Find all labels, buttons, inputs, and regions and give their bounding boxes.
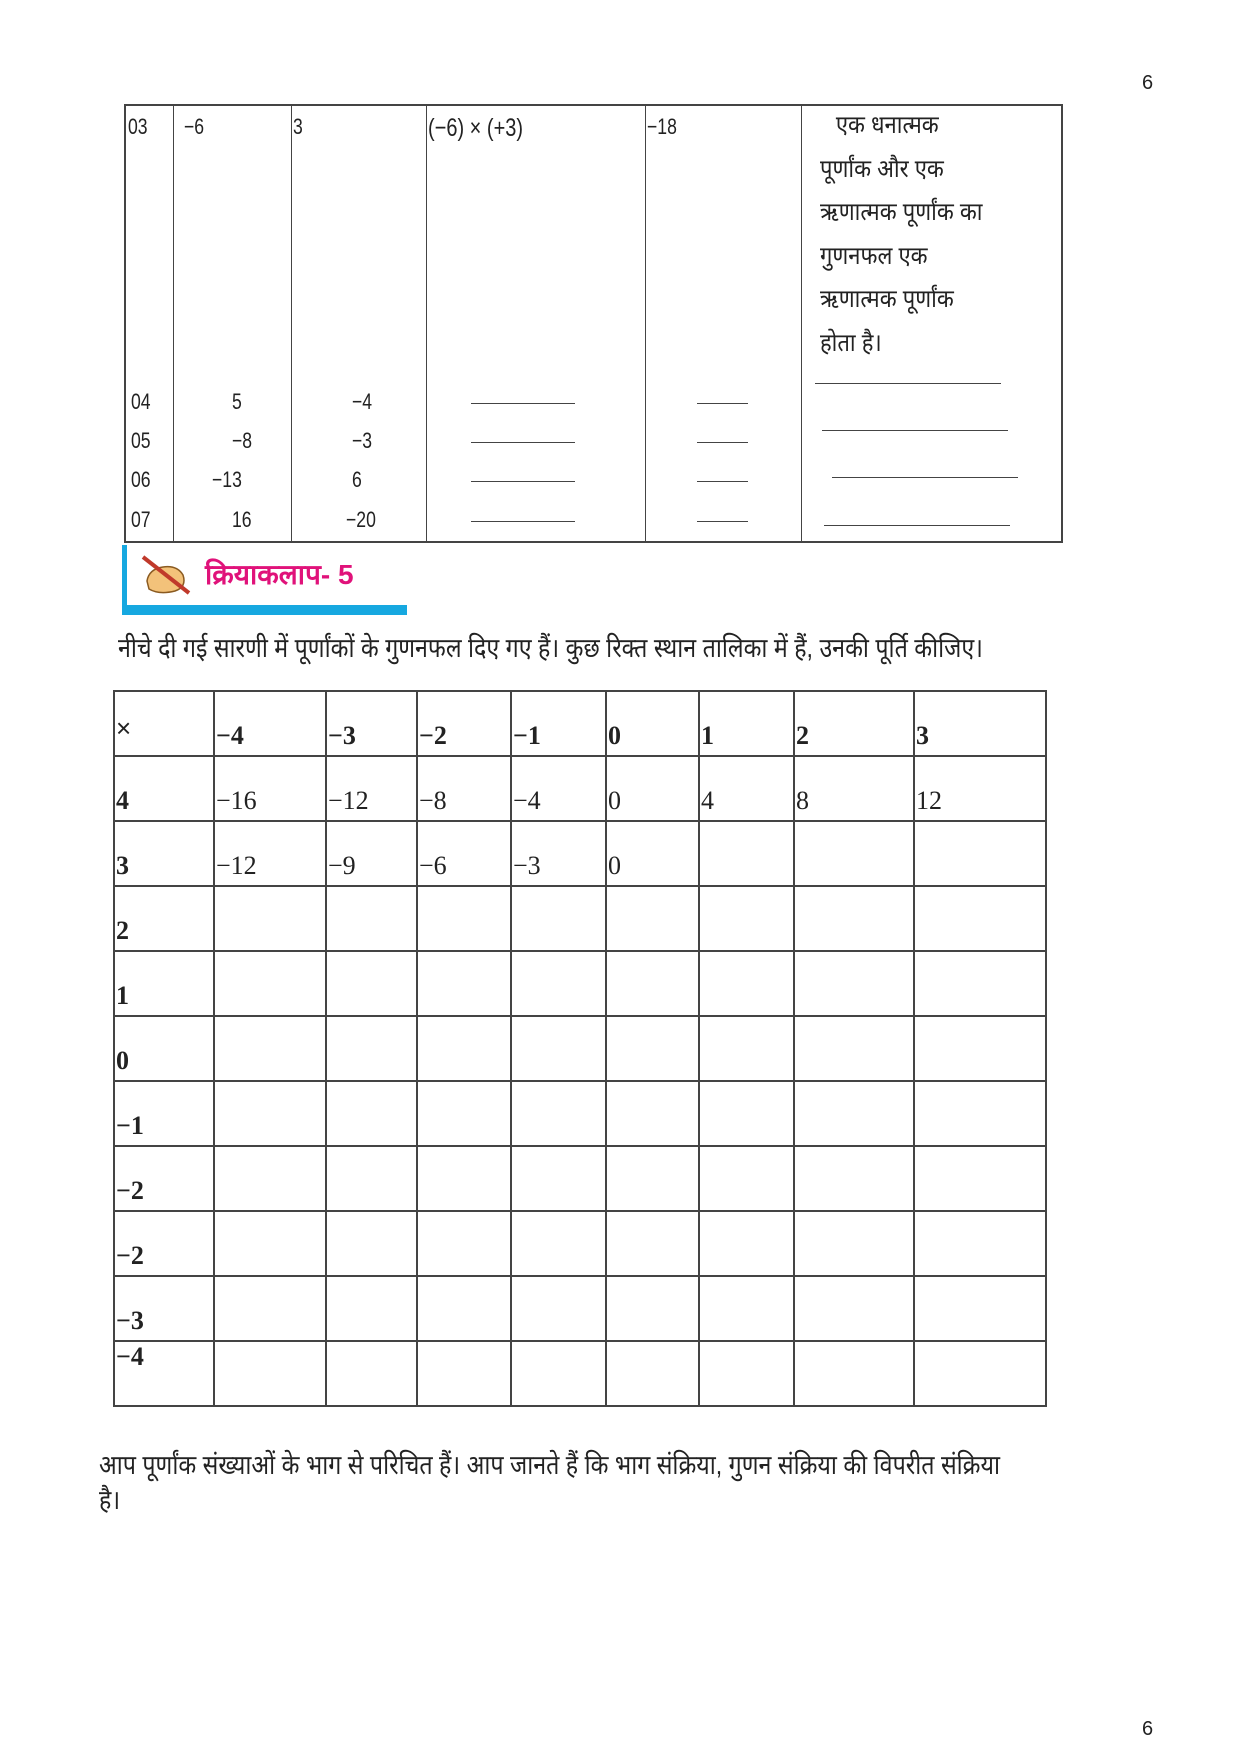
- product-cell[interactable]: [511, 1081, 606, 1146]
- grid-row: [114, 1146, 1046, 1211]
- column-header: −3: [326, 691, 417, 756]
- multiply-symbol: ×: [114, 691, 214, 756]
- column-header: 2: [794, 691, 914, 756]
- product-cell[interactable]: [326, 951, 417, 1016]
- product-cell[interactable]: [326, 1016, 417, 1081]
- product-cell[interactable]: [214, 1016, 326, 1081]
- row-header: 2: [114, 886, 214, 951]
- product-expression: (−6) × (+3): [428, 114, 524, 142]
- product-cell[interactable]: [417, 951, 511, 1016]
- serial-number: 03: [128, 114, 148, 139]
- product-cell[interactable]: [511, 951, 606, 1016]
- product-blank[interactable]: [471, 481, 575, 482]
- grid-row: [114, 1081, 1046, 1146]
- product-result: −18: [647, 114, 677, 139]
- second-integer: 6: [352, 467, 362, 492]
- product-cell[interactable]: [417, 1146, 511, 1211]
- column-divider: [426, 106, 427, 541]
- product-cell[interactable]: [417, 1276, 511, 1341]
- activity-header: [122, 545, 407, 615]
- body-paragraph: आप पूर्णांक संख्याओं के भाग से परिचित हैं। आप जानते हैं कि भाग संक्रिया, गुणन संक्रिया की विपरीत संक्रिया है।: [99, 1450, 1000, 1515]
- row-header: −3: [114, 1276, 214, 1341]
- product-cell[interactable]: [794, 951, 914, 1016]
- product-cell[interactable]: [606, 1341, 699, 1406]
- second-integer: −20: [346, 507, 376, 532]
- first-integer: −13: [212, 467, 242, 492]
- product-cell[interactable]: [914, 1341, 1046, 1406]
- description-line: गुणनफल एक: [820, 241, 928, 270]
- product-cell[interactable]: [326, 1146, 417, 1211]
- product-cell[interactable]: [794, 1081, 914, 1146]
- page-number-bottom: 6: [1142, 1718, 1154, 1740]
- grid-row: [114, 756, 1046, 821]
- description-line: एक धनात्मक: [835, 111, 939, 139]
- product-cell[interactable]: 8: [794, 756, 914, 821]
- row-header: 0: [114, 1016, 214, 1081]
- product-cell[interactable]: [794, 1211, 914, 1276]
- product-cell[interactable]: [417, 1341, 511, 1406]
- product-cell[interactable]: [214, 951, 326, 1016]
- grid-row: [114, 821, 1046, 886]
- product-cell[interactable]: [914, 886, 1046, 951]
- column-header: −4: [214, 691, 326, 756]
- row-header: −2: [114, 1146, 214, 1211]
- product-blank[interactable]: [471, 442, 575, 443]
- product-cell[interactable]: [606, 1081, 699, 1146]
- column-divider: [645, 106, 646, 541]
- product-cell[interactable]: [417, 1211, 511, 1276]
- product-cell[interactable]: [417, 886, 511, 951]
- serial-number: 05: [131, 428, 151, 453]
- product-cell[interactable]: [794, 1276, 914, 1341]
- product-cell[interactable]: [914, 1081, 1046, 1146]
- second-integer: −4: [352, 389, 373, 414]
- description-blank[interactable]: [832, 477, 1018, 478]
- column-divider: [801, 106, 802, 541]
- product-cell[interactable]: [794, 821, 914, 886]
- product-cell[interactable]: −6: [417, 821, 511, 886]
- product-cell[interactable]: −12: [214, 821, 326, 886]
- product-cell[interactable]: [214, 886, 326, 951]
- product-cell[interactable]: [699, 886, 794, 951]
- activity-instruction: नीचे दी गई सारणी में पूर्णांकों के गुणनफल दिए गए हैं। कुछ रिक्त स्थान तालिका में हैं, उनकी पूर्ति कीजिए।: [118, 633, 983, 663]
- product-cell[interactable]: [794, 1016, 914, 1081]
- product-cell[interactable]: [794, 886, 914, 951]
- first-integer: −8: [232, 428, 253, 453]
- product-cell[interactable]: [326, 1341, 417, 1406]
- product-cell[interactable]: [914, 1276, 1046, 1341]
- product-cell[interactable]: [914, 1146, 1046, 1211]
- description-blank[interactable]: [815, 383, 1001, 384]
- product-cell[interactable]: [214, 1341, 326, 1406]
- product-cell[interactable]: [794, 1146, 914, 1211]
- product-cell[interactable]: 4: [699, 756, 794, 821]
- grid-row: [114, 1341, 1046, 1406]
- product-cell[interactable]: −3: [511, 821, 606, 886]
- product-cell[interactable]: [606, 886, 699, 951]
- column-header: −1: [511, 691, 606, 756]
- product-cell[interactable]: [606, 1276, 699, 1341]
- product-cell[interactable]: [511, 1146, 606, 1211]
- first-integer: 5: [232, 389, 242, 414]
- product-blank[interactable]: [471, 521, 575, 522]
- product-cell[interactable]: [699, 1211, 794, 1276]
- product-cell[interactable]: [511, 1276, 606, 1341]
- serial-number: 07: [131, 507, 151, 532]
- product-cell[interactable]: [794, 1341, 914, 1406]
- column-divider: [173, 106, 174, 541]
- description-line: ऋणात्मक पूर्णांक का: [820, 198, 983, 226]
- product-cell[interactable]: [699, 1276, 794, 1341]
- product-cell[interactable]: −9: [326, 821, 417, 886]
- product-cell[interactable]: [914, 1211, 1046, 1276]
- product-cell[interactable]: [511, 1211, 606, 1276]
- product-cell[interactable]: −12: [326, 756, 417, 821]
- second-integer: 3: [293, 114, 303, 139]
- product-cell[interactable]: −4: [511, 756, 606, 821]
- column-header: −2: [417, 691, 511, 756]
- product-cell[interactable]: [214, 1146, 326, 1211]
- product-cell[interactable]: [326, 1081, 417, 1146]
- column-header: 0: [606, 691, 699, 756]
- product-cell[interactable]: [606, 1211, 699, 1276]
- result-blank[interactable]: [697, 442, 748, 443]
- grid-row: [114, 1211, 1046, 1276]
- description-line: ऋणात्मक पूर्णांक: [820, 285, 954, 313]
- product-cell[interactable]: [914, 951, 1046, 1016]
- product-cell[interactable]: [914, 1016, 1046, 1081]
- result-blank[interactable]: [697, 481, 748, 482]
- product-cell[interactable]: [606, 1146, 699, 1211]
- product-cell[interactable]: −8: [417, 756, 511, 821]
- product-cell[interactable]: [699, 821, 794, 886]
- product-cell[interactable]: [214, 1276, 326, 1341]
- product-cell[interactable]: [511, 1016, 606, 1081]
- product-cell[interactable]: 0: [606, 821, 699, 886]
- first-integer: 16: [232, 507, 252, 532]
- product-cell[interactable]: [914, 821, 1046, 886]
- page-number-top: 6: [1142, 72, 1154, 94]
- grid-header-row: [114, 691, 1046, 756]
- product-cell[interactable]: [699, 1016, 794, 1081]
- product-cell[interactable]: [606, 1016, 699, 1081]
- product-cell[interactable]: [511, 886, 606, 951]
- product-cell[interactable]: [699, 1081, 794, 1146]
- product-cell[interactable]: [699, 951, 794, 1016]
- product-cell[interactable]: [511, 1341, 606, 1406]
- column-header: 3: [914, 691, 1046, 756]
- first-integer: −6: [184, 114, 205, 139]
- product-cell[interactable]: 12: [914, 756, 1046, 821]
- result-blank[interactable]: [697, 403, 748, 404]
- column-header: 1: [699, 691, 794, 756]
- row-header: 4: [114, 756, 214, 821]
- serial-number: 06: [131, 467, 151, 492]
- grid-row: [114, 886, 1046, 951]
- row-header: −1: [114, 1081, 214, 1146]
- product-cell[interactable]: [699, 1146, 794, 1211]
- row-header: 1: [114, 951, 214, 1016]
- pencil-hand-icon: [139, 553, 195, 597]
- product-cell[interactable]: [606, 951, 699, 1016]
- product-cell[interactable]: [326, 1276, 417, 1341]
- rule-description: [820, 104, 1031, 365]
- row-header: −2: [114, 1211, 214, 1276]
- product-cell[interactable]: [326, 1211, 417, 1276]
- product-cell[interactable]: −16: [214, 756, 326, 821]
- grid-row: [114, 1016, 1046, 1081]
- product-cell[interactable]: [326, 886, 417, 951]
- product-blank[interactable]: [471, 403, 575, 404]
- second-integer: −3: [352, 428, 373, 453]
- product-cell[interactable]: [699, 1341, 794, 1406]
- result-blank[interactable]: [697, 521, 748, 522]
- row-header: −4: [114, 1341, 214, 1406]
- description-line: पूर्णांक और एक: [820, 154, 944, 183]
- serial-number: 04: [131, 389, 151, 414]
- description-blank[interactable]: [824, 525, 1010, 526]
- grid-row: [114, 951, 1046, 1016]
- grid-row: [114, 1276, 1046, 1341]
- row-header: 3: [114, 821, 214, 886]
- product-cell[interactable]: [214, 1081, 326, 1146]
- description-line: होता है।: [820, 328, 882, 357]
- product-cell[interactable]: [214, 1211, 326, 1276]
- product-cell[interactable]: [417, 1081, 511, 1146]
- description-blank[interactable]: [822, 430, 1008, 431]
- column-divider: [291, 106, 292, 541]
- activity-title: क्रियाकलाप- 5: [205, 559, 354, 590]
- product-cell[interactable]: 0: [606, 756, 699, 821]
- product-cell[interactable]: [417, 1016, 511, 1081]
- multiplication-grid: [113, 690, 1047, 1407]
